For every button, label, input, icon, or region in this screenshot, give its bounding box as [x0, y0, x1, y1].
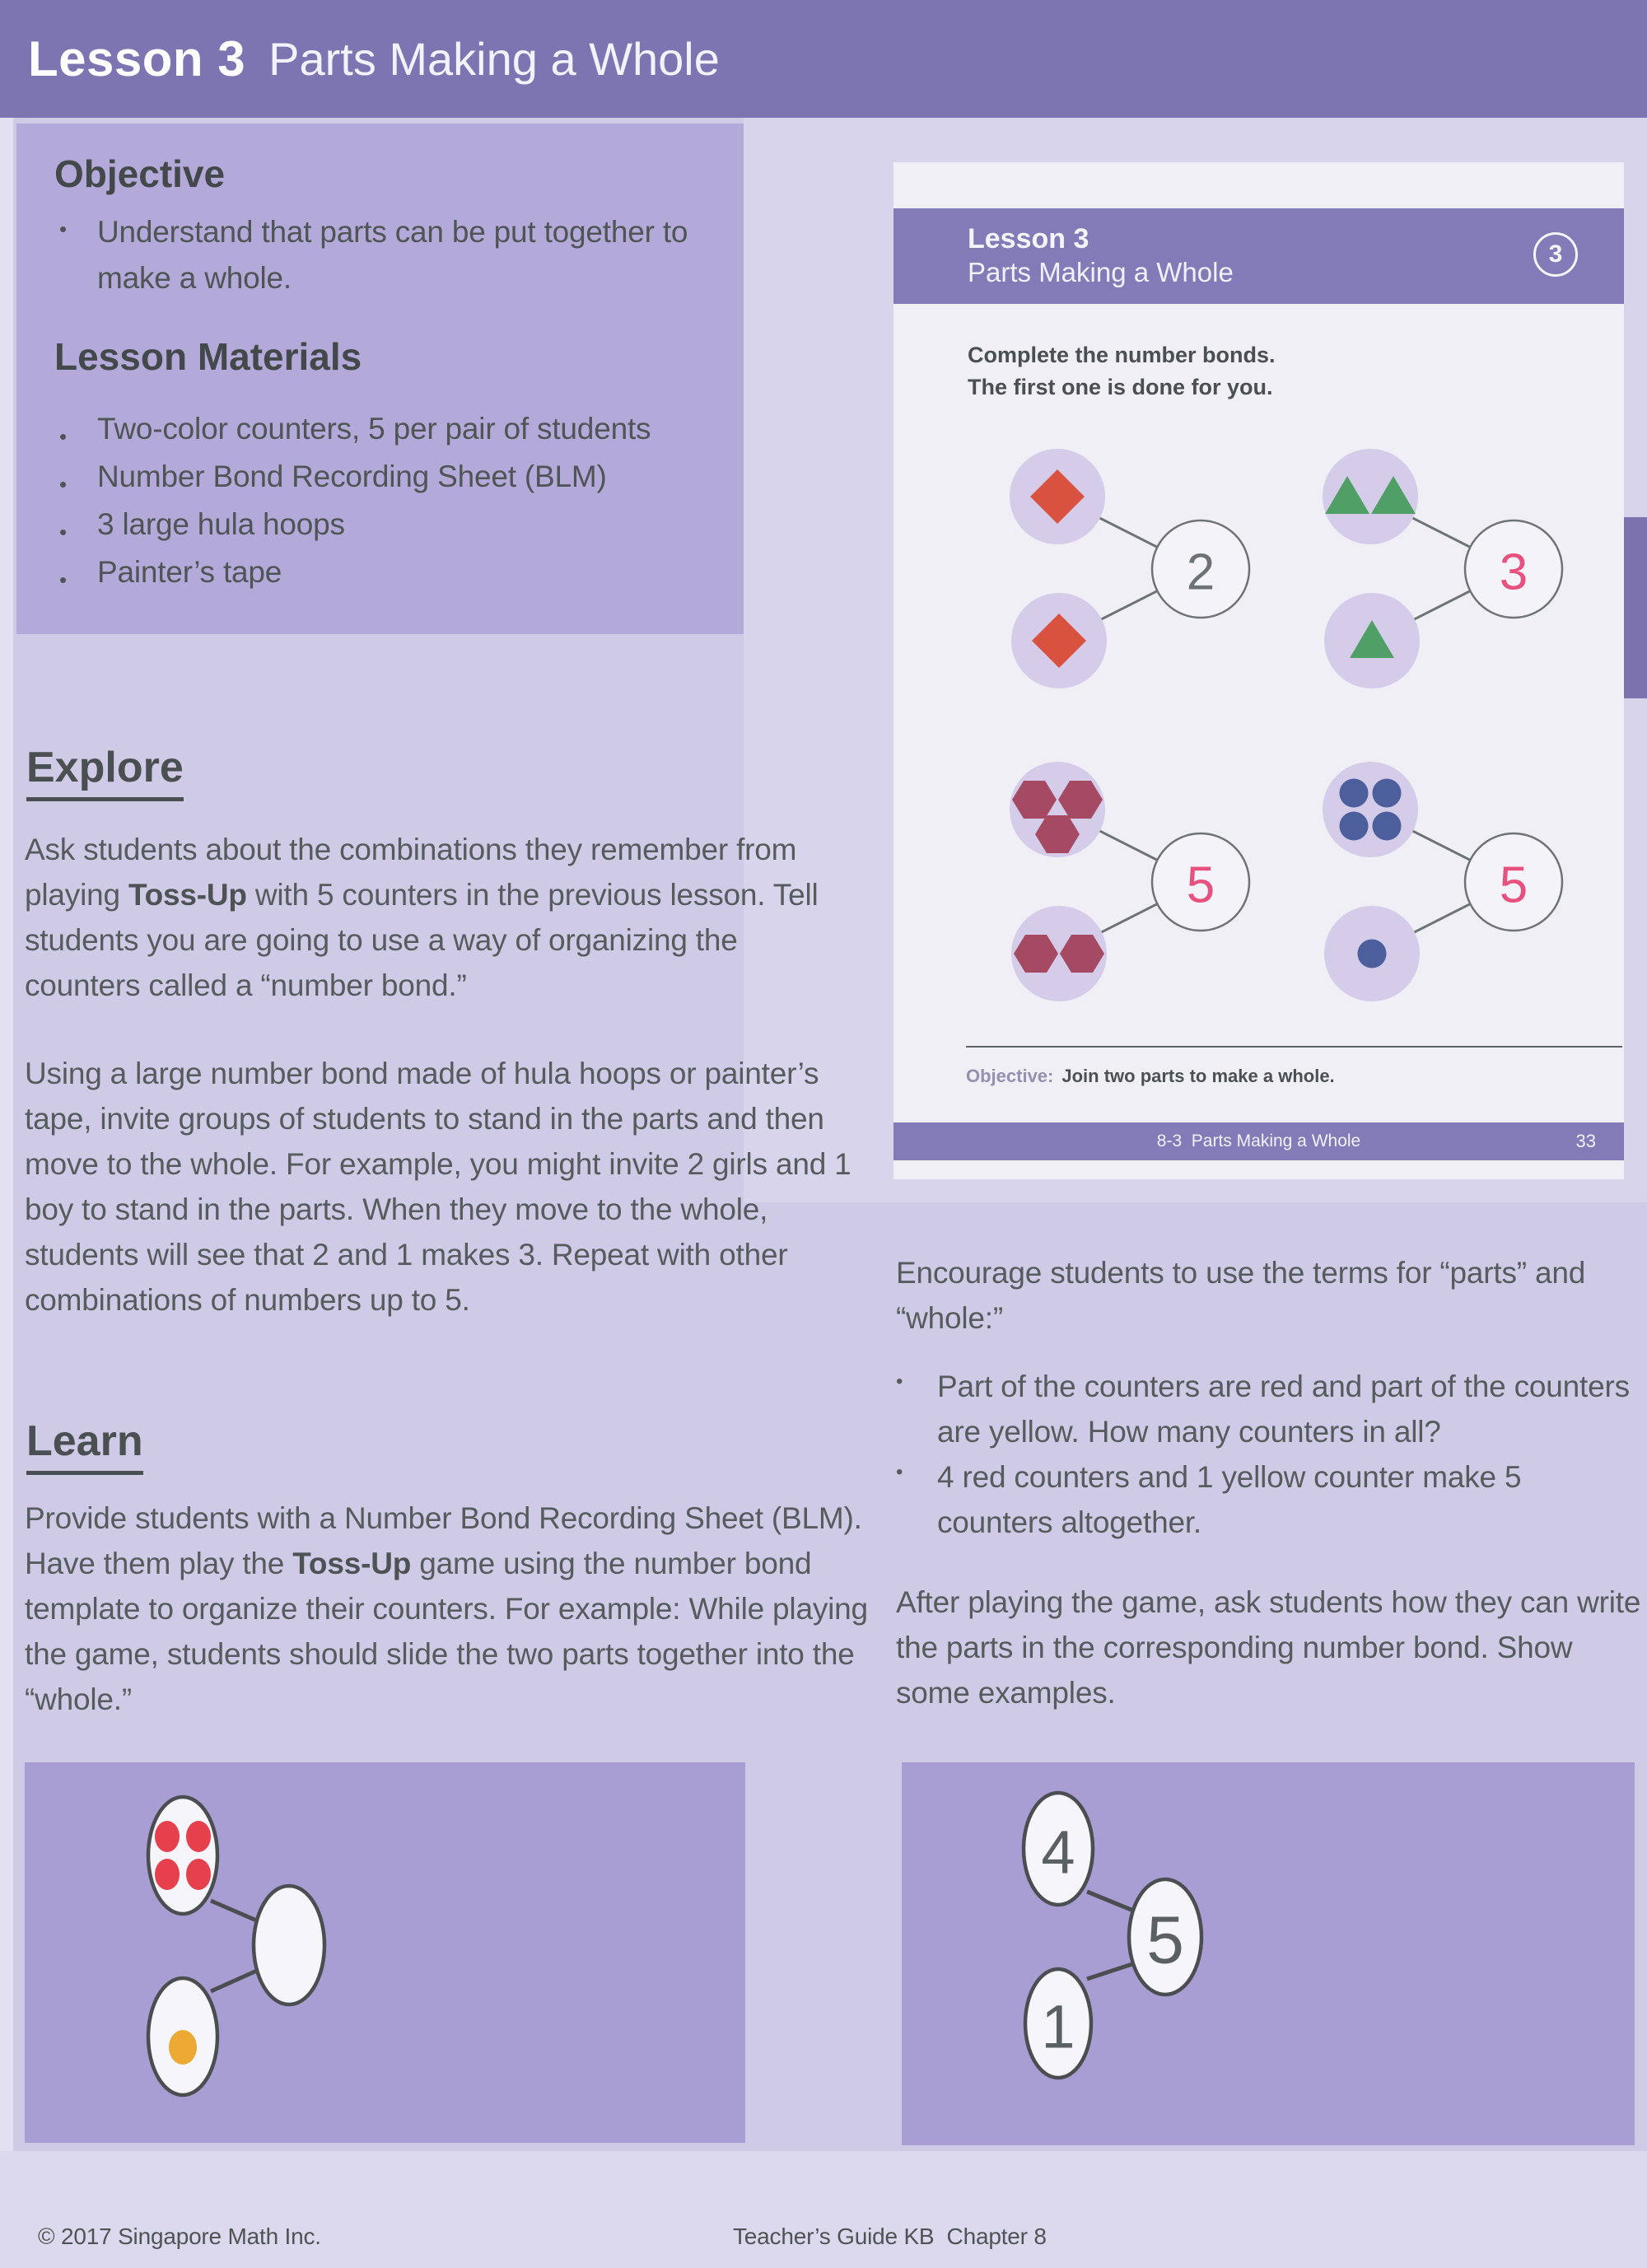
objective-label: Objective:: [966, 1066, 1054, 1086]
dot-shape: [1358, 940, 1387, 968]
bond-numeral: 5: [1146, 1902, 1184, 1978]
divider-line: [966, 1046, 1622, 1048]
list-item: [59, 501, 728, 548]
materials-list: [59, 405, 728, 596]
number-bond-svg: [978, 748, 1308, 1020]
number-bond-svg: [978, 435, 1308, 707]
bullet-icon: •: [59, 217, 68, 241]
bullet-text: 4 red counters and 1 yellow counter make 5 counters altogether.: [937, 1460, 1522, 1539]
bond-numeral: 1: [1041, 1992, 1075, 2061]
red-counter: [155, 1821, 180, 1852]
red-counter: [186, 1859, 211, 1890]
workbook-page-number: 33: [1575, 1131, 1596, 1151]
workbook-objective-note: [966, 1066, 1335, 1087]
workbook-footer-title: 8-3 Parts Making a Whole: [1156, 1132, 1361, 1150]
whole-number: 2: [1186, 544, 1215, 601]
bullet-icon: •: [59, 472, 68, 497]
objective-bullet: [59, 209, 728, 301]
whole-number: 5: [1499, 856, 1528, 914]
whole-circle: [254, 1886, 324, 2004]
whole-number: 5: [1186, 856, 1215, 914]
lesson-title: Parts Making a Whole: [268, 33, 720, 85]
explore-paragraph: Using a large number bond made of hula hoops or painter’s tape, invite groups of students to stand in the parts and then move to the whole. For example, you might invite 2 girls and 1 boy to stand in the parts. When they move to the whole, students will see that 2 and 1 makes 3. Repeat with other combinations of numbers up to 5.: [25, 1057, 851, 1317]
objective-bullet-text: Understand that parts can be put together to make a whole.: [97, 215, 688, 295]
lesson-header-bar: [0, 0, 1647, 118]
right-column-bullets: [896, 1364, 1641, 1545]
copyright-text: © 2017 Singapore Math Inc.: [38, 2224, 321, 2249]
instruction-line: The first one is done for you.: [968, 375, 1273, 399]
bullet-icon: •: [59, 424, 68, 449]
number-bond-svg: [1291, 435, 1621, 707]
right-column-paragraph: After playing the game, ask students how they can write the parts in the corresponding number bond. Show some examples.: [896, 1585, 1641, 1710]
numeral-number-bond-example: [902, 1762, 1635, 2145]
explore-heading: Explore: [26, 743, 184, 801]
number-bond-triangles: [1291, 435, 1621, 707]
bond-connector: [1087, 1892, 1137, 1912]
number-bond-hexagons: [978, 748, 1308, 1020]
material-item: Two-color counters, 5 per pair of students: [97, 412, 651, 446]
learn-heading: Learn: [26, 1416, 143, 1475]
dot-shape: [1340, 779, 1369, 808]
chapter-edge-tab: [1624, 517, 1647, 698]
counter-bond-svg: [25, 1762, 745, 2143]
chapter-badge: 3: [1533, 232, 1578, 277]
bullet-icon: •: [896, 1461, 903, 1483]
number-bond-svg: [1291, 748, 1621, 1020]
number-bond-diamonds: [978, 435, 1308, 707]
bond-connector: [1087, 1962, 1137, 1979]
bullet-text: Part of the counters are red and part of the counters are yellow. How many counters in all?: [937, 1370, 1630, 1449]
list-item: [896, 1454, 1641, 1545]
dot-shape: [1373, 779, 1402, 808]
red-counter: [186, 1821, 211, 1852]
explore-paragraph: Ask students about the combinations they remember from playing Toss-Up with 5 counters in the previous lesson. Tell students you are going to use a way of organizing the counters called a “number bond.”: [25, 833, 819, 1002]
bullet-icon: •: [896, 1370, 903, 1393]
dot-shape: [1373, 812, 1402, 841]
lesson-number: Lesson 3: [28, 31, 246, 86]
list-item: [896, 1364, 1641, 1454]
material-item: Painter’s tape: [97, 555, 282, 589]
objective-box: [16, 124, 744, 634]
list-item: [59, 453, 728, 501]
left-page-edge: [0, 118, 13, 2268]
bond-numeral: 4: [1041, 1818, 1075, 1887]
counter-number-bond-example: [25, 1762, 745, 2143]
bullet-icon: •: [59, 567, 68, 592]
whole-number: 3: [1499, 544, 1528, 601]
workbook-lesson-number: Lesson 3: [968, 223, 1089, 254]
red-counter: [155, 1859, 180, 1890]
objective-heading: Objective: [54, 152, 226, 195]
background-footer-strip: [0, 2151, 1647, 2268]
workbook-page-image: [893, 162, 1624, 1179]
part-circle: [148, 1797, 217, 1914]
part-circle: [1323, 762, 1418, 857]
workbook-lesson-title: Parts Making a Whole: [968, 257, 1234, 287]
materials-heading: Lesson Materials: [54, 335, 362, 378]
material-item: 3 large hula hoops: [97, 507, 345, 541]
instruction-line: Complete the number bonds.: [968, 343, 1276, 367]
dot-shape: [1340, 812, 1369, 841]
number-bond-dots: [1291, 748, 1621, 1020]
workbook-header-bar: [893, 208, 1624, 304]
workbook-footer-bar: [893, 1122, 1624, 1160]
learn-paragraph: Provide students with a Number Bond Recording Sheet (BLM). Have them play the Toss-Up game using the number bond template to organize their counters. For example: While playing the game, students should slide the two parts together into the “whole.”: [25, 1501, 868, 1716]
right-column-paragraph: Encourage students to use the terms for “parts” and “whole:”: [896, 1256, 1586, 1335]
workbook-instructions: [968, 339, 1276, 404]
bullet-icon: •: [59, 520, 68, 544]
list-item: [59, 548, 728, 596]
objective-text: Join two parts to make a whole.: [1061, 1066, 1335, 1086]
list-item: [59, 405, 728, 453]
footer-guide-label: Teacher’s Guide KB Chapter 8: [733, 2224, 1047, 2249]
numeral-bond-svg: [902, 1762, 1635, 2145]
material-item: Number Bond Recording Sheet (BLM): [97, 460, 607, 493]
yellow-counter: [169, 2030, 197, 2065]
